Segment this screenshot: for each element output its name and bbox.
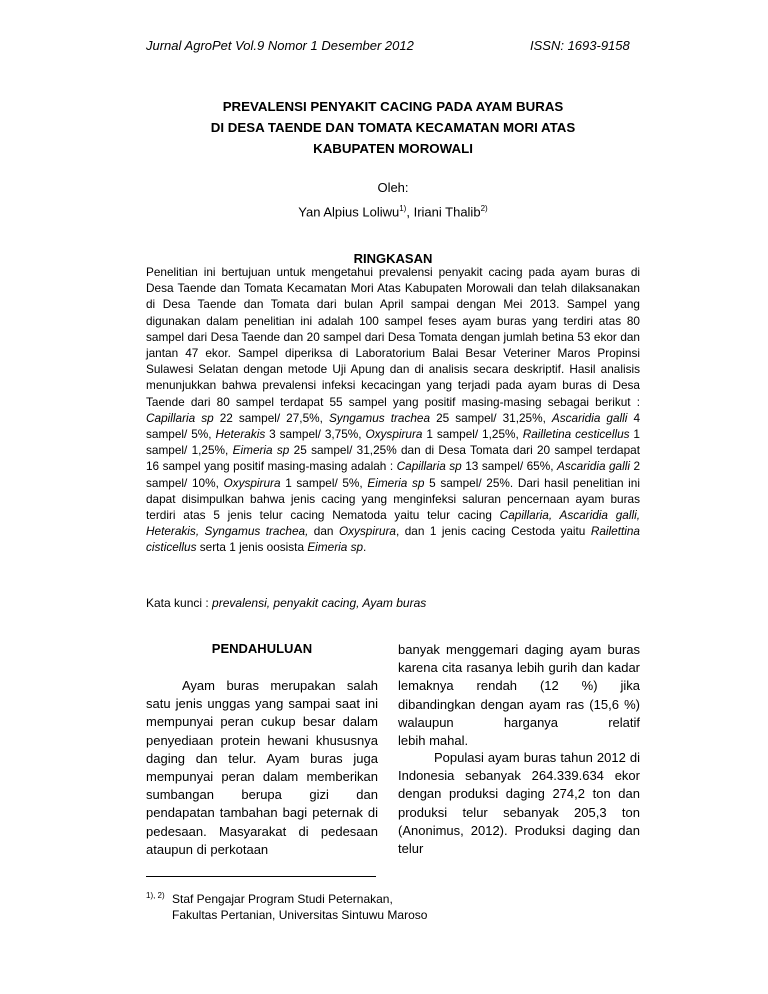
title-line-2: DI DESA TAENDE DAN TOMATA KECAMATAN MORI ATAS	[210, 120, 576, 135]
footnote-mark: 1), 2)	[146, 891, 165, 900]
issn: ISSN: 1693-9158	[530, 38, 630, 53]
title-line-3: KABUPATEN MOROWALI	[313, 141, 473, 156]
author-2-affiliation: 2)	[480, 204, 488, 213]
body-left-paragraph: Ayam buras merupakan salah satu jenis unggas yang sampai saat ini mempunyai peran cukup besar dalam penyediaan protein hewani khususnya daging dan telur. Ayam buras juga mempunyai peran dalam memberikan sumbangan berupa gizi dan pendapatan tambahan bagi peternak di pedesaan. Masyarakat di pedesaan ataupun di perkotaan	[146, 678, 378, 857]
keywords-terms: prevalensi, penyakit cacing, Ayam buras	[212, 596, 427, 610]
title-line-1: PREVALENSI PENYAKIT CACING PADA AYAM BURAS	[222, 99, 564, 114]
author-1: Yan Alpius Loliwu	[298, 204, 400, 220]
pendahuluan-heading: PENDAHULUAN	[211, 641, 313, 656]
body-right-paragraph-1-main: banyak menggemari daging ayam buras karena cita rasanya lebih gurih dan kadar lemaknya rendah (12 %) jika dibandingkan dengan ayam ras (15,6 %) walaupun harganya relatif	[398, 642, 640, 730]
abstract: Penelitian ini bertujuan untuk mengetahui prevalensi penyakit cacing pada ayam buras di Desa Taende dan Tomata Kecamatan Mori Atas Kabupaten Morowali dan telah dilaksanakan di Desa Taende dan Tomata dari bulan April sampai dengan Mei 2013. Sampel yang digunakan dalam penelitian ini adalah 100 sampel feses ayam buras yang terdiri atas 80 sampel dari Desa Taende dan 20 sampel dari Desa Tomata dengan jumlah betina 53 ekor dan jantan 47 ekor. Sampel diperiksa di Laboratorium Balai Besar Veteriner Maros Propinsi Sulawesi Selatan dengan metode Uji Apung dan di analisis secara deskriptif. Hasil analisis menunjukkan bahwa prevalensi infeksi kecacingan yang terjadi pada ayam buras di Desa Taende dari 80 sampel terdapat 55 sampel yang positif masing-masing sebagai berikut : Capillaria sp 22 sampel/ 27,5%, Syngamus trachea 25 sampel/ 31,25%, Ascaridia galli 4 sampel/ 5%, Heterakis 3 sampel/ 3,75%, Oxyspirura 1 sampel/ 1,25%, Railletina cesticellus 1 sampel/ 1,25%, Eimeria sp 25 sampel/ 31,25% dan di Desa Tomata dari 20 sampel terdapat 16 sampel yang positif masing-masing adalah : Capillaria sp 13 sampel/ 65%, Ascaridia galli 2 sampel/ 10%, Oxyspirura 1 sampel/ 5%, Eimeria sp 5 sampel/ 25%. Dari hasil penelitian ini dapat disimpulkan bahwa jenis cacing yang menginfeksi saluran pencernaan ayam buras terdiri atas 5 jenis telur cacing Nematoda yaitu telur cacing Capillaria, Ascaridia galli, Heterakis, Syngamus trachea, dan Oxyspirura, dan 1 jenis cacing Cestoda yaitu Railettina cisticellus serta 1 jenis oosista Eimeria sp.	[146, 265, 641, 555]
body-right-paragraph-1	[398, 641, 640, 750]
oleh-label: Oleh:	[377, 180, 409, 195]
keywords	[146, 596, 426, 610]
footnote-text	[172, 891, 427, 923]
footnote-rule	[146, 876, 376, 877]
authors	[146, 204, 640, 219]
ringkasan-heading: RINGKASAN	[353, 251, 433, 266]
keywords-label: Kata kunci :	[146, 596, 213, 610]
journal-citation: Jurnal AgroPet Vol.9 Nomor 1 Desember 2012	[146, 38, 414, 53]
body-right-paragraph-2: Populasi ayam buras tahun 2012 di Indonesia sebanyak 264.339.634 ekor dengan produksi daging 274,2 ton dan produksi telur sebanyak 205,3 ton (Anonimus, 2012). Produksi daging dan telur	[398, 750, 640, 857]
paper-title	[146, 96, 640, 159]
footnote-line-2: Fakultas Pertanian, Universitas Sintuwu Maroso	[172, 908, 428, 922]
body-right-paragraph-1-last: lebih mahal.	[398, 733, 469, 749]
footnote-line-1: Staf Pengajar Program Studi Peternakan,	[172, 892, 393, 906]
author-separator: ,	[406, 204, 414, 220]
author-2: Iriani Thalib	[413, 204, 481, 220]
author-1-affiliation: 1)	[399, 204, 407, 213]
